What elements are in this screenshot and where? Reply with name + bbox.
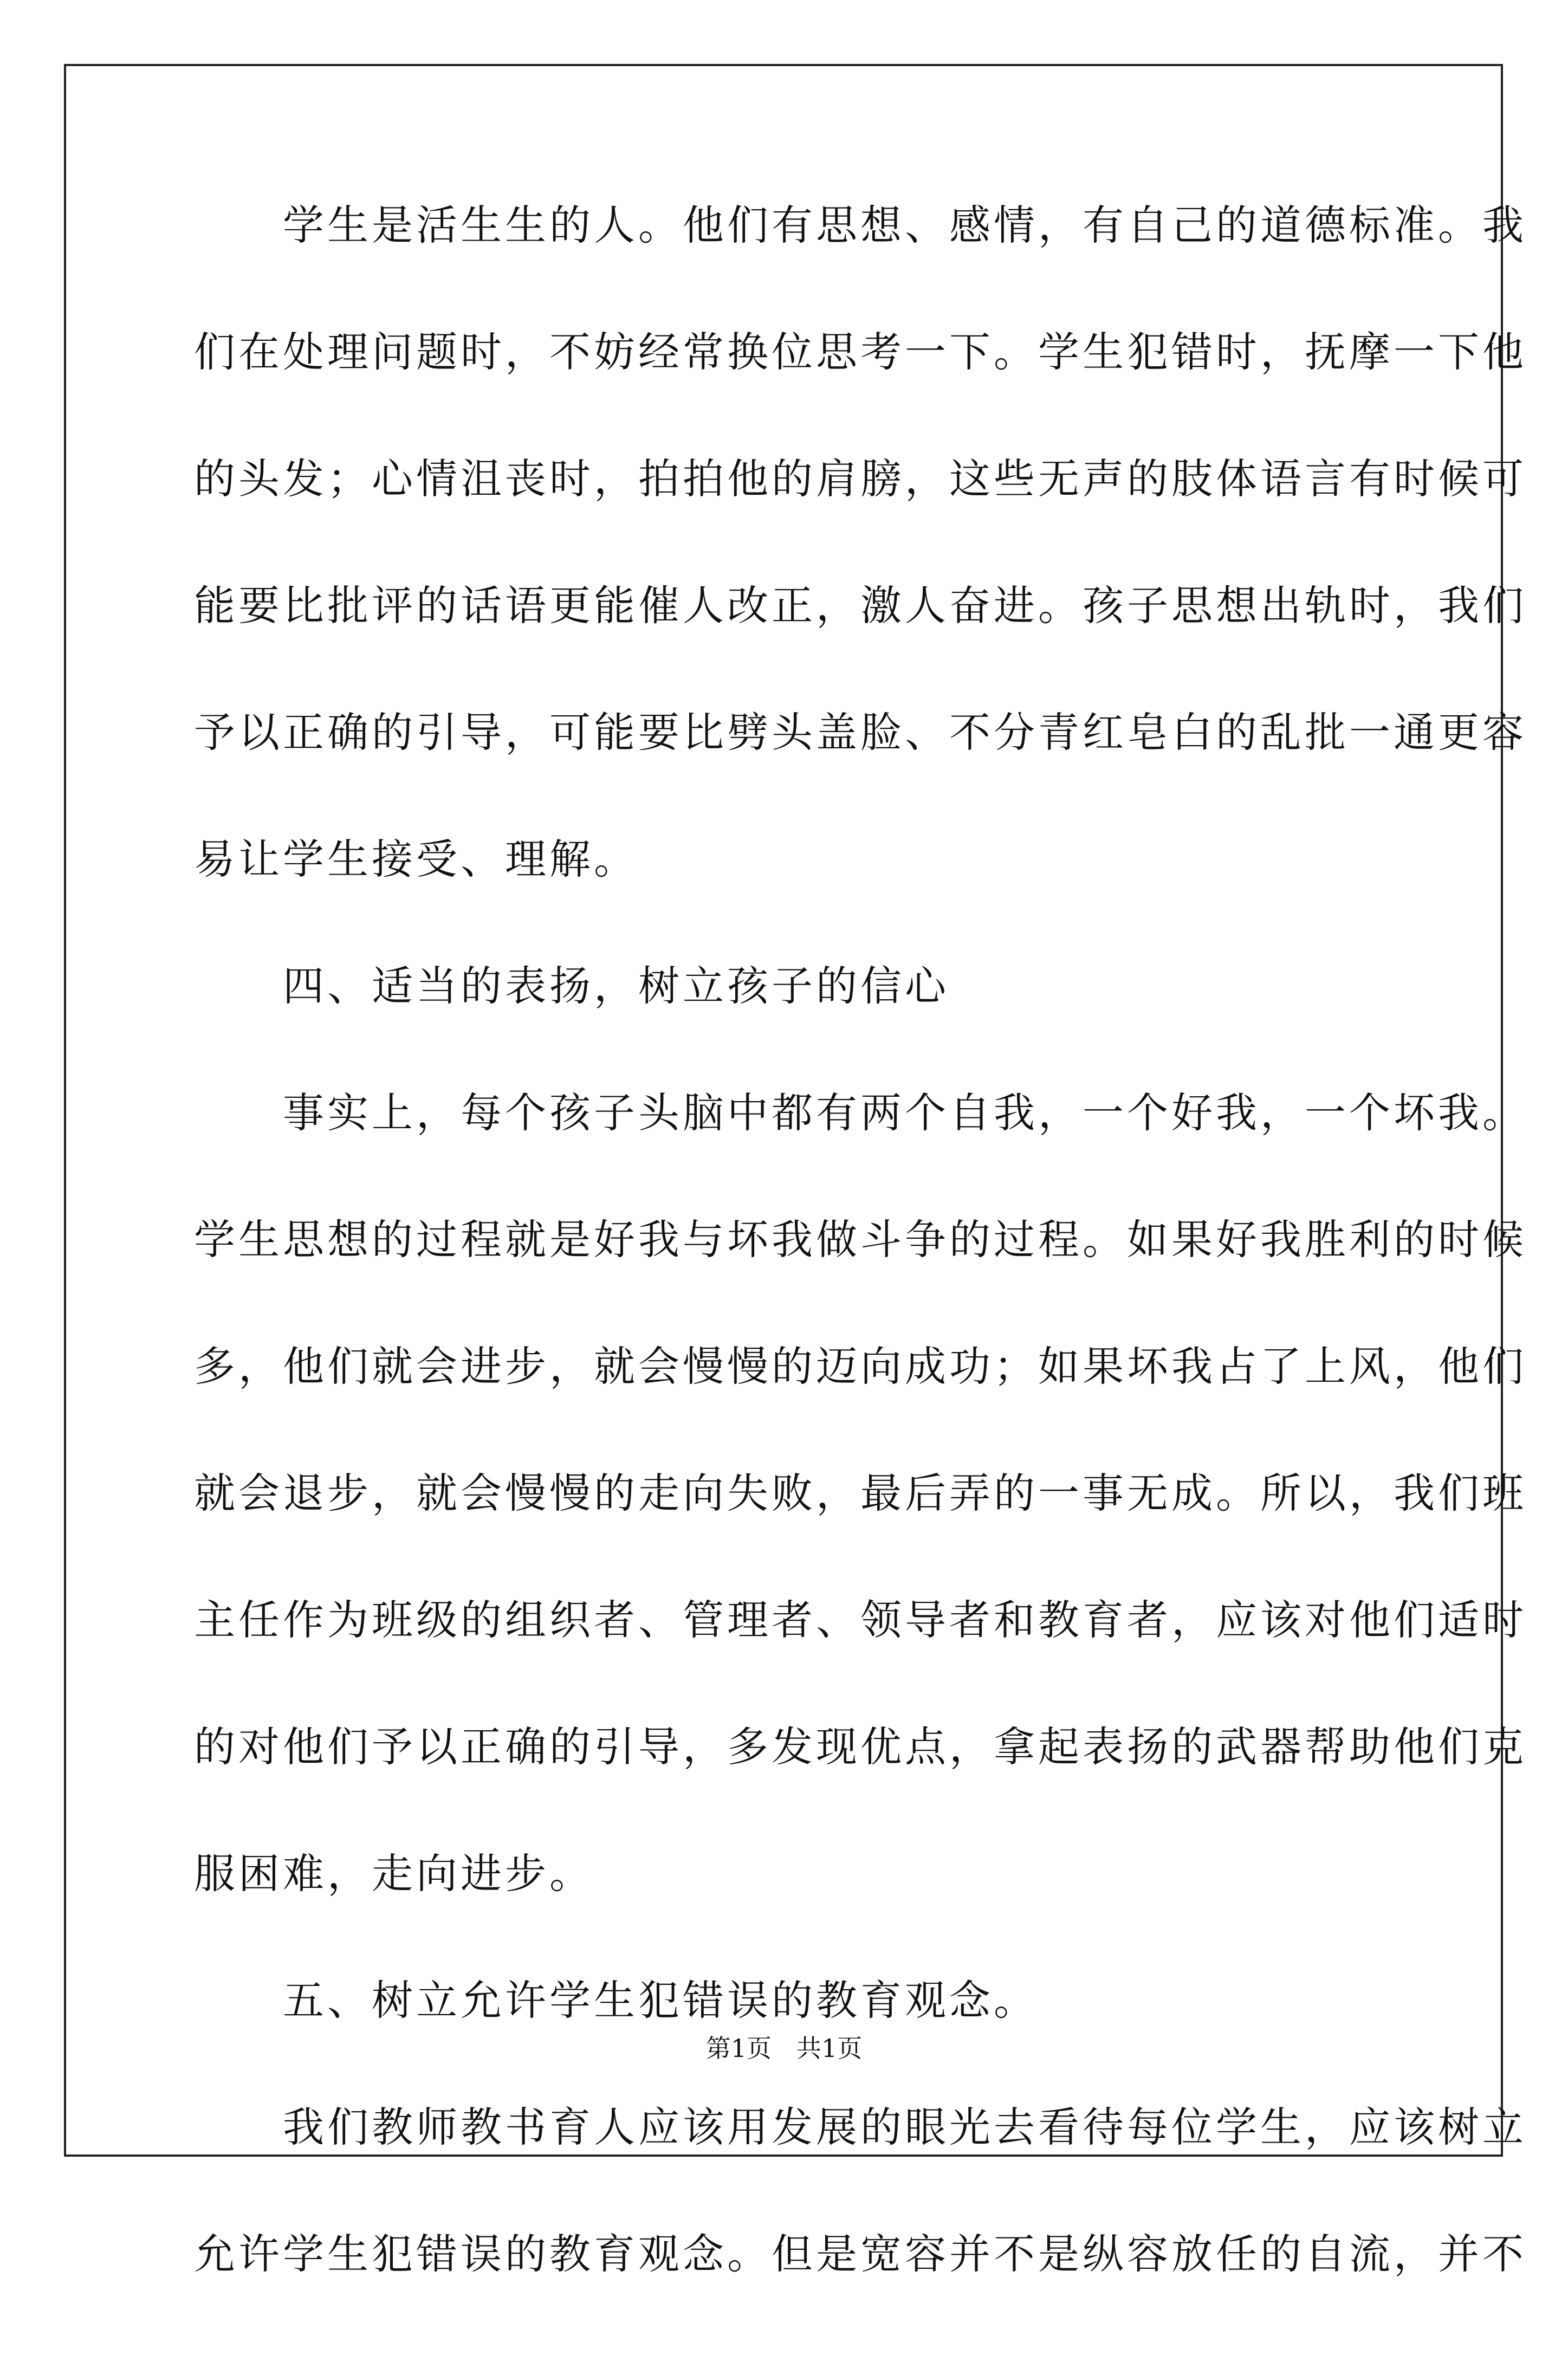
paragraph-line: 事实上，每个孩子头脑中都有两个自我，一个好我，一个坏我。: [194, 1089, 1527, 1137]
paragraph-line: 服困难，走向进步。: [194, 1849, 594, 1898]
paragraph-line: 学生是活生生的人。他们有思想、感情，有自己的道德标准。我: [194, 201, 1527, 249]
section-heading: 五、树立允许学生犯错误的教育观念。: [194, 1976, 1038, 2024]
paragraph-line: 的对他们予以正确的引导，多发现优点，拿起表扬的武器帮助他们克: [194, 1723, 1527, 1771]
paragraph-line: 就会退步，就会慢慢的走向失败，最后弄的一事无成。所以，我们班: [194, 1469, 1527, 1517]
paragraph-line: 多，他们就会进步，就会慢慢的迈向成功；如果坏我占了上风，他们: [194, 1342, 1527, 1390]
paragraph-line: 允许学生犯错误的教育观念。但是宽容并不是纵容放任的自流，并不: [194, 2230, 1527, 2278]
paragraph-line: 易让学生接受、理解。: [194, 835, 638, 883]
paragraph-line: 们在处理问题时，不妨经常换位思考一下。学生犯错时，抚摩一下他: [194, 328, 1527, 376]
paragraph-line: 的头发；心情沮丧时，拍拍他的肩膀，这些无声的肢体语言有时候可: [194, 455, 1527, 503]
paragraph-line: 学生思想的过程就是好我与坏我做斗争的过程。如果好我胜利的时候: [194, 1215, 1527, 1264]
paragraph-line: 我们教师教书育人应该用发展的眼光去看待每位学生，应该树立: [194, 2103, 1527, 2151]
section-heading: 四、适当的表扬，树立孩子的信心: [194, 962, 949, 1010]
paragraph-line: 主任作为班级的组织者、管理者、领导者和教育者，应该对他们适时: [194, 1596, 1527, 1644]
page-number-footer: 第1页 共1页: [705, 2034, 863, 2063]
paragraph-line: 予以正确的引导，可能要比劈头盖脸、不分青红皂白的乱批一通更容: [194, 708, 1527, 756]
paragraph-line: 能要比批评的话语更能催人改正，激人奋进。孩子思想出轨时，我们: [194, 581, 1527, 630]
